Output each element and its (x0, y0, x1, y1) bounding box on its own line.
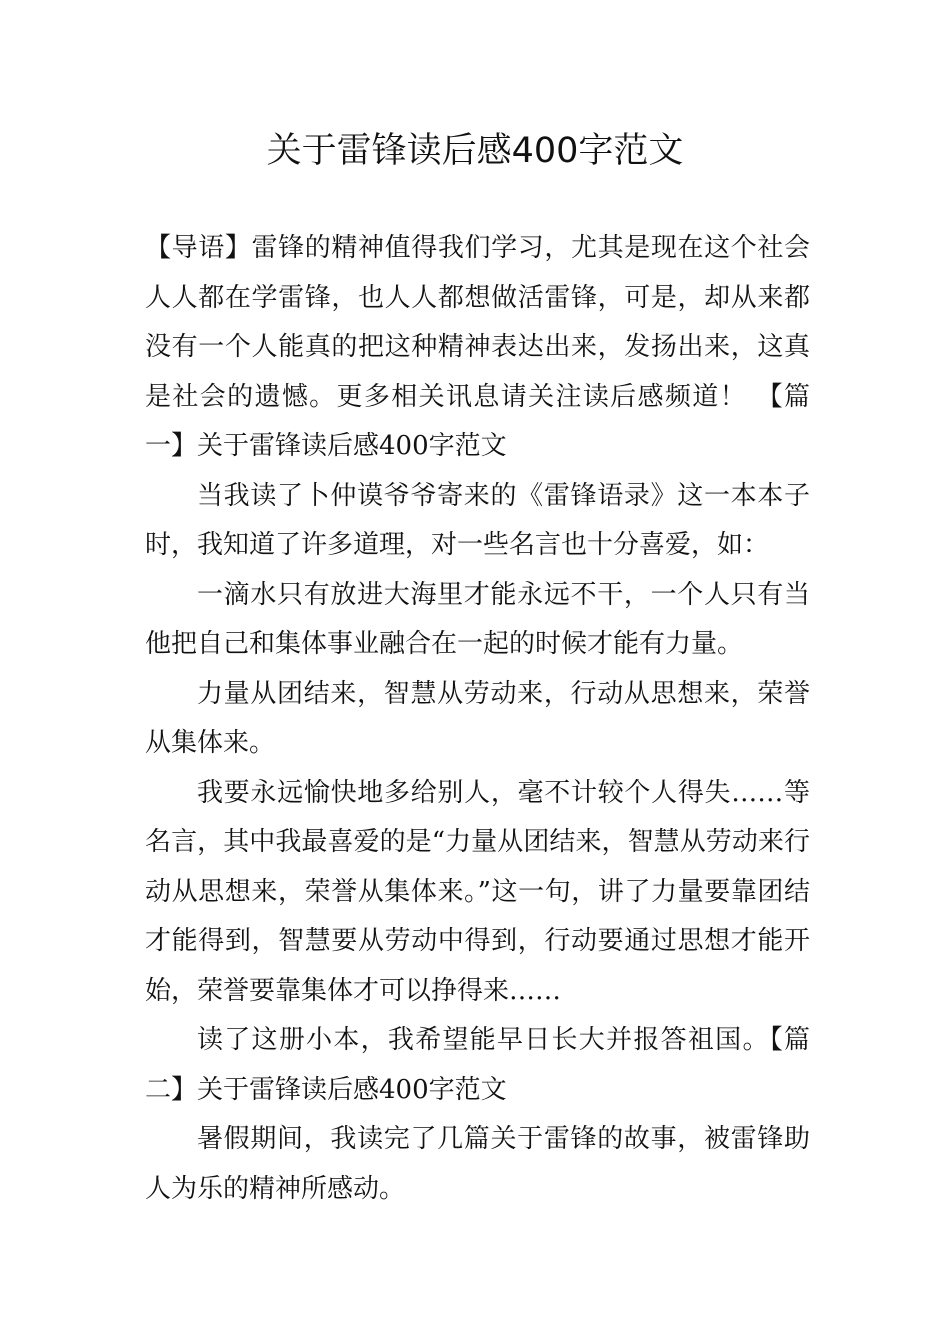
paragraph: 读了这册小本，我希望能早日长大并报答祖国。【篇二】关于雷锋读后感400字范文 (145, 1025, 810, 1105)
document-title: 关于雷锋读后感400字范文 (266, 131, 684, 171)
paragraph: 当我读了卜仲谟爷爷寄来的《雷锋语录》这一本本子时，我知道了许多道理，对一些名言也十分喜爱，如： (145, 480, 810, 560)
paragraph: 一滴水只有放进大海里才能永远不干，一个人只有当他把自己和集体事业融合在一起的时候才能有力量。 (145, 579, 810, 659)
document-body (145, 224, 810, 1214)
paragraph: 暑假期间，我读完了几篇关于雷锋的故事，被雷锋助人为乐的精神所感动。 (145, 1124, 810, 1204)
paragraph: 力量从团结来，智慧从劳动来，行动从思想来，荣誉从集体来。 (145, 678, 810, 758)
paragraph-intro: 【导语】雷锋的精神值得我们学习，尤其是现在这个社会人人都在学雷锋，也人人都想做活雷锋，可是，却从来都没有一个人能真的把这种精神表达出来，发扬出来，这真是社会的遗憾。更多相关讯息请关注读后感频道！ 【篇一】关于雷锋读后感400字范文 (145, 233, 810, 461)
paragraph: 我要永远愉快地多给别人，毫不计较个人得失……等名言，其中我最喜爱的是“力量从团结来，智慧从劳动来行动从思想来，荣誉从集体来。”这一句，讲了力量要靠团结才能得到，智慧要从劳动中得到，行动要通过思想才能开始，荣誉要靠集体才可以挣得来…… (145, 777, 810, 1006)
